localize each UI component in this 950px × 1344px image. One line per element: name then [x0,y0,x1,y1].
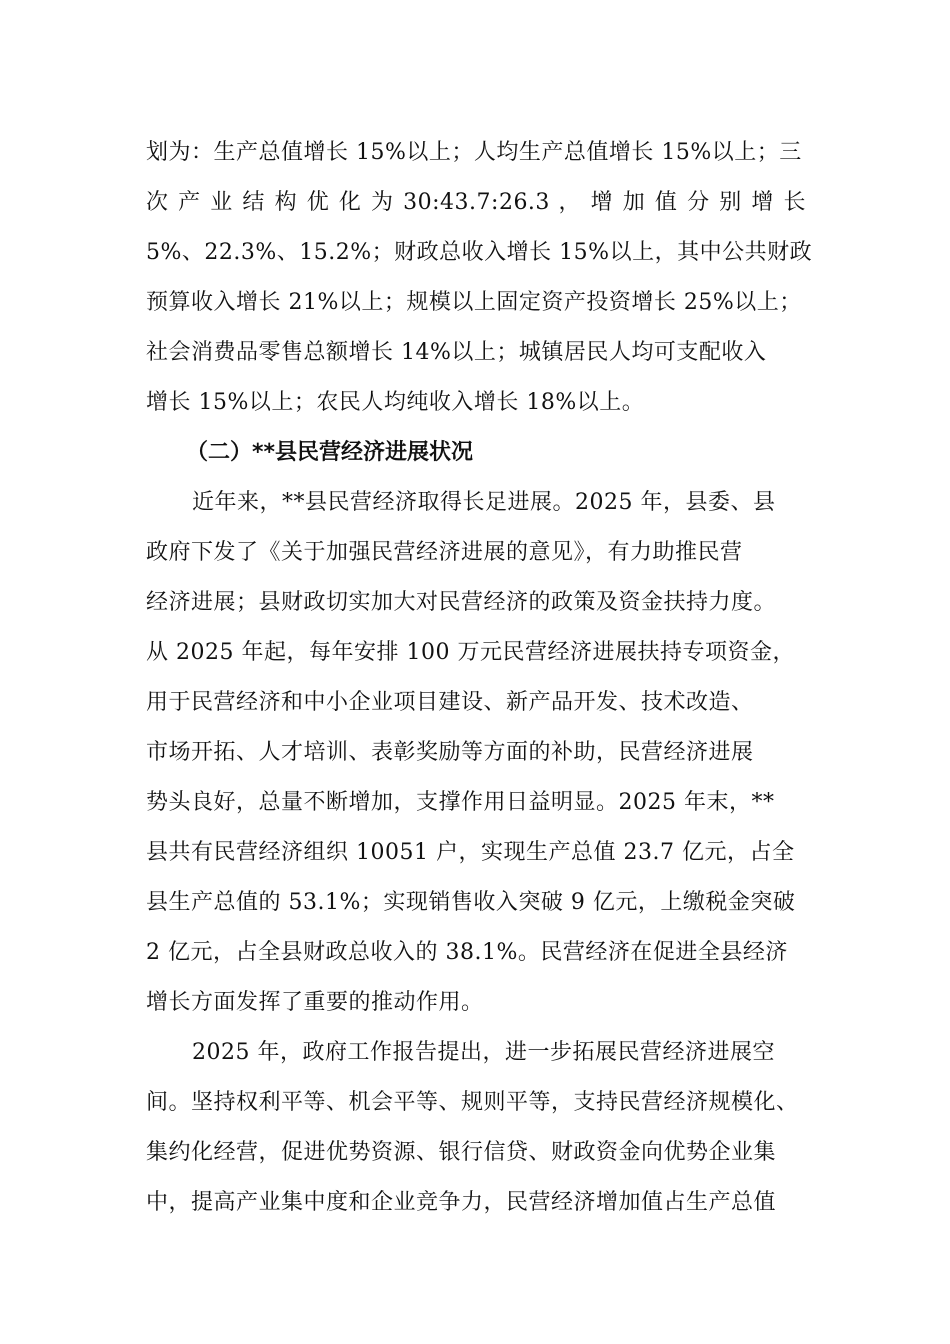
paragraph-2-line-2: 政府下发了《关于加强民营经济进展的意见》，有力助推民营 [146,540,743,565]
paragraph-2-line-11: 增长方面发挥了重要的推动作用。 [146,990,484,1015]
paragraph-2-line-10: 2 亿元，占全县财政总收入的 38.1%。民营经济在促进全县经济 [146,940,788,965]
paragraph-1-line-1: 划为：生产总值增长 15%以上；人均生产总值增长 15%以上；三 [146,140,802,165]
paragraph-2-line-5: 用于民营经济和中小企业项目建设、新产品开发、技术改造、 [146,690,754,715]
paragraph-2-line-8: 县共有民营经济组织 10051 户，实现生产总值 23.7 亿元，占全 [146,840,795,865]
paragraph-1-line-3: 5%、22.3%、15.2%；财政总收入增长 15%以上，其中公共财政 [146,240,813,265]
paragraph-2-line-1: 近年来，**县民营经济取得长足进展。2025 年，县委、县 [192,490,776,515]
paragraph-2-line-3: 经济进展；县财政切实加大对民营经济的政策及资金扶持力度。 [146,590,777,615]
section-heading: （二）**县民营经济进展状况 [186,440,474,465]
paragraph-1-line-5: 社会消费品零售总额增长 14%以上；城镇居民人均可支配收入 [146,340,767,365]
paragraph-3-line-2: 间。坚持权利平等、机会平等、规则平等，支持民营经济规模化、 [146,1090,799,1115]
paragraph-2-line-6: 市场开拓、人才培训、表彰奖励等方面的补助，民营经济进展 [146,740,754,765]
paragraph-2-line-9: 县生产总值的 53.1%；实现销售收入突破 9 亿元，上缴税金突破 [146,890,796,915]
paragraph-1-line-2: 次 产 业 结 构 优 化 为 30:43.7:26.3 ， 增 加 值 分 别 增 长 [146,190,806,215]
paragraph-1-line-6: 增长 15%以上；农民人均纯收入增长 18%以上。 [146,390,645,415]
paragraph-3-line-1: 2025 年，政府工作报告提出，进一步拓展民营经济进展空 [192,1040,775,1065]
paragraph-2-line-7: 势头良好，总量不断增加，支撑作用日益明显。2025 年末，** [146,790,775,815]
paragraph-2-line-4: 从 2025 年起，每年安排 100 万元民营经济进展扶持专项资金， [146,640,795,665]
paragraph-3-line-3: 集约化经营，促进优势资源、银行信贷、财政资金向优势企业集 [146,1140,777,1165]
paragraph-3-line-4: 中，提高产业集中度和企业竞争力，民营经济增加值占生产总值 [146,1190,777,1215]
paragraph-1-line-4: 预算收入增长 21%以上；规模以上固定资产投资增长 25%以上； [146,290,802,315]
